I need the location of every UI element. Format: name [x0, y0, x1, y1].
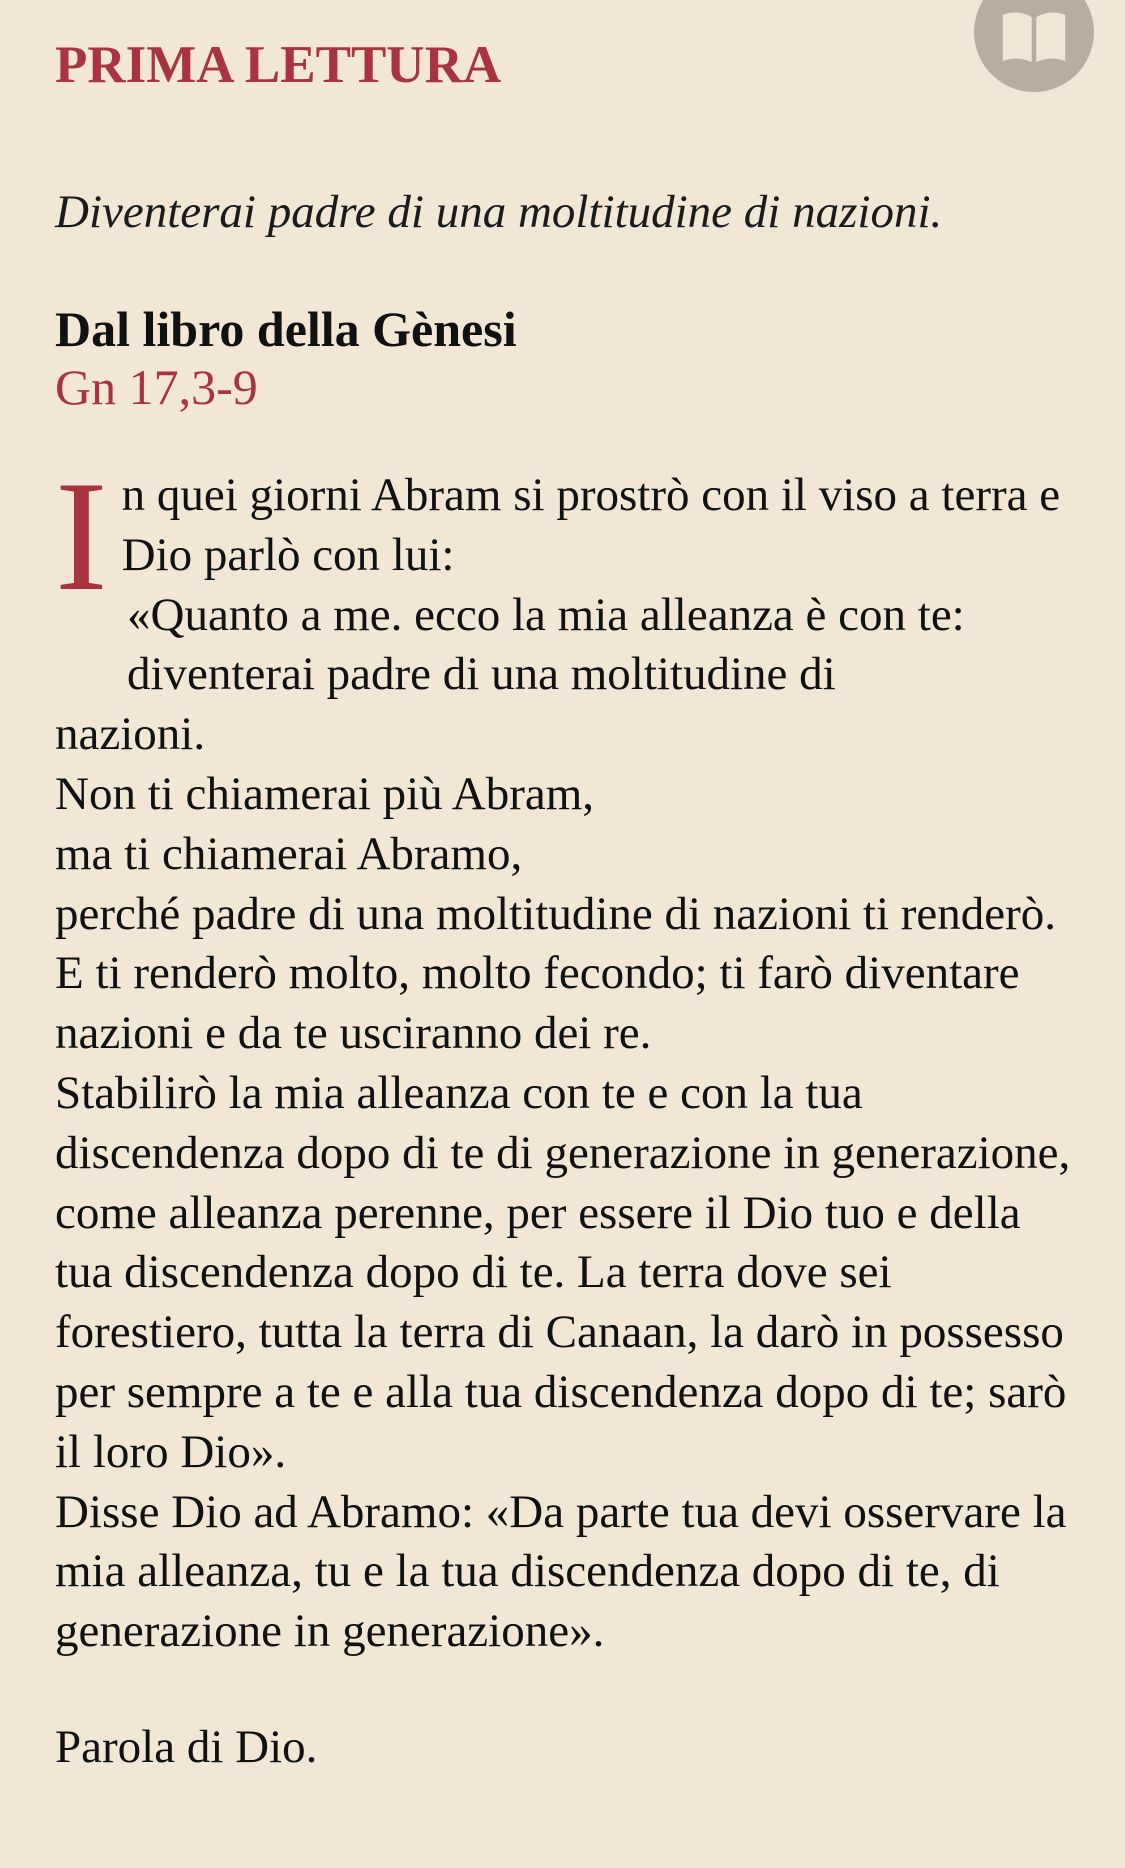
book-title: Dal libro della Gènesi	[55, 301, 517, 357]
open-book-icon	[997, 0, 1071, 79]
citation: Gn 17,3-9	[55, 359, 258, 415]
reading-line: ma ti chiamerai Abramo,	[55, 827, 523, 880]
reading-line: Non ti chiamerai più Abram,	[55, 767, 595, 820]
reading-indented-quote: «Quanto a me. ecco la mia alleanza è con te: diventerai padre di una moltitudine di	[127, 588, 965, 701]
reading-line: perché padre di una moltitudine di nazioni ti renderò.	[55, 887, 1057, 940]
reading-line: E ti renderò molto, molto fecondo; ti farò diventare nazioni e da te usciranno dei re.	[55, 947, 1020, 1060]
reading-line: Stabilirò la mia alleanza con te e con la tua discendenza dopo di te di generazione in generazione, come alleanza perenne, per essere il Dio tuo e della tua discendenza dopo di te. La terra dove sei forestiero, tutta la terra di Canaan, la darò in possesso per sempre a te e alla tua discendenza dopo di te; sarò il loro Dio».	[55, 1066, 1071, 1478]
reading-conclusion: Parola di Dio.	[55, 1720, 318, 1773]
drop-cap: I	[55, 449, 108, 624]
reading-label: PRIMA LETTURA	[55, 36, 502, 94]
reading-line: Disse Dio ad Abramo: «Da parte tua devi osservare la mia alleanza, tu e la tua discendenza dopo di te, di generazione in generazione».	[55, 1485, 1067, 1658]
reading-body	[55, 449, 1089, 1662]
reading-opening: n quei giorni Abram si prostrò con il viso a terra e Dio parlò con lui:	[121, 469, 1061, 581]
antiphon: Diventerai padre di una moltitudine di nazioni.	[55, 186, 943, 238]
reading-line: nazioni.	[55, 708, 206, 761]
